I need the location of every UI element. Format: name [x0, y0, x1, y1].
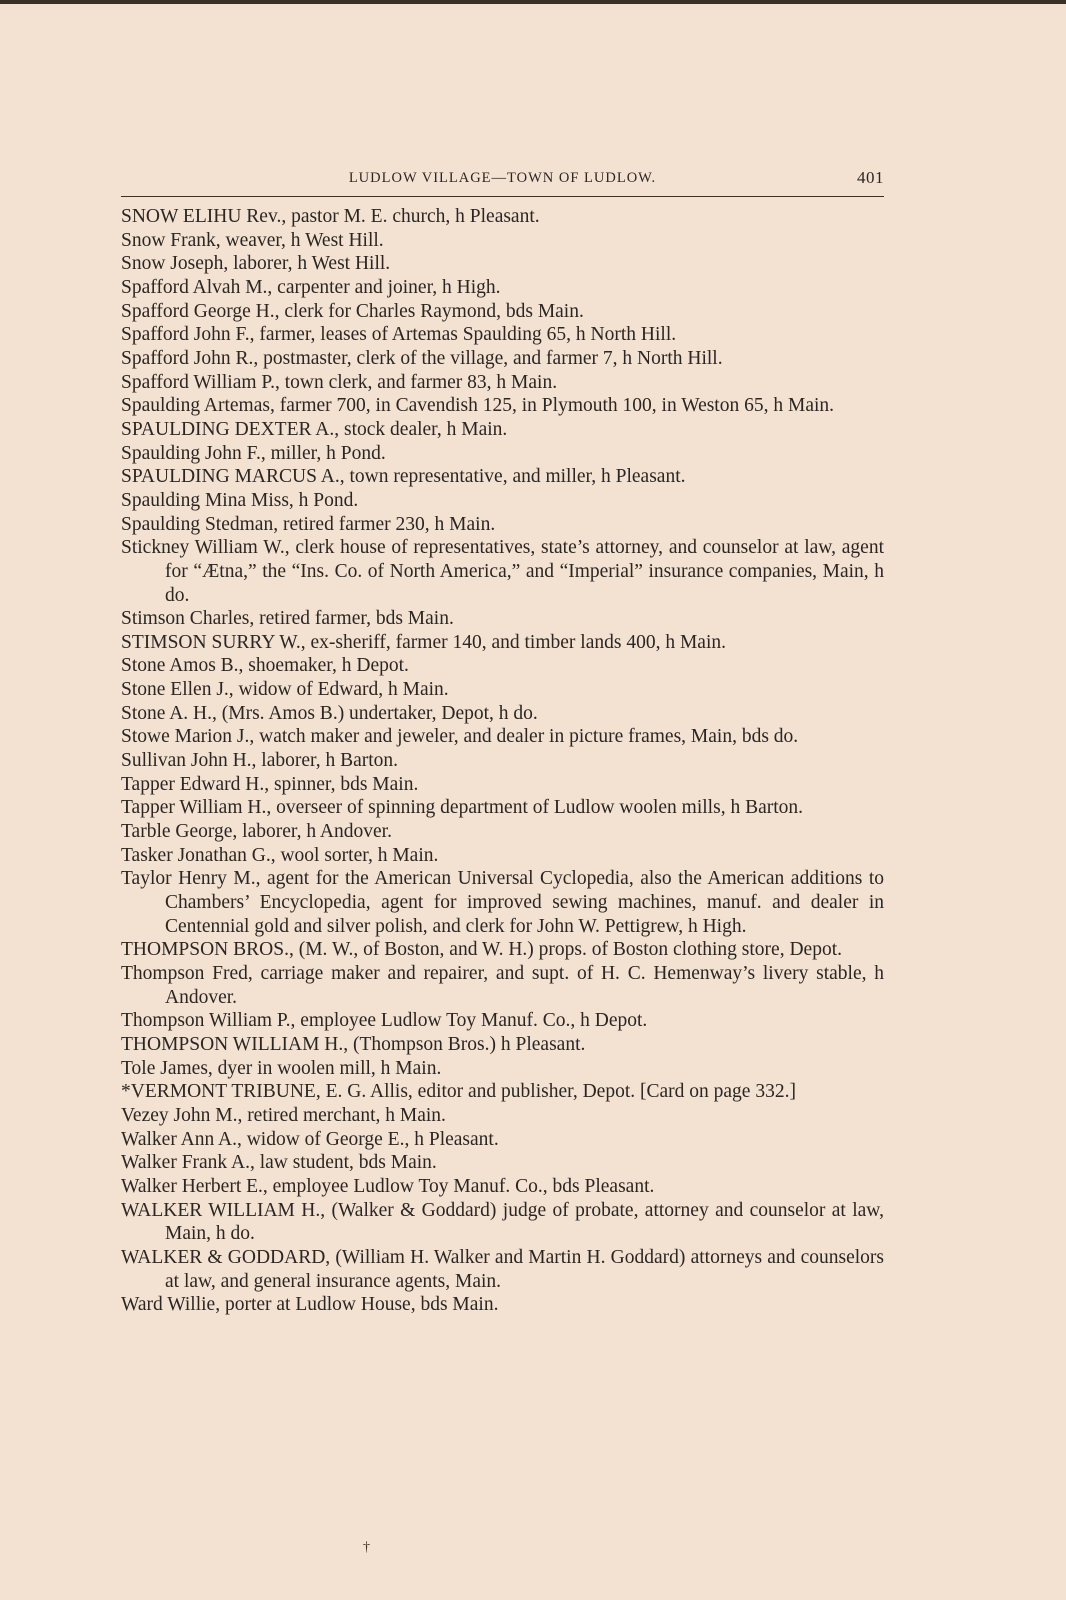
directory-entry: Spafford John F., farmer, leases of Artemas Spaulding 65, h North Hill. — [121, 324, 677, 346]
directory-entry: SNOW ELIHU Rev., pastor M. E. church, h Pleasant. — [121, 206, 540, 227]
directory-entry: THOMPSON WILLIAM H., (Thompson Bros.) h Pleasant. — [121, 1033, 586, 1055]
directory-entry: Tapper William H., overseer of spinning department of Ludlow woolen mills, h Barton. — [121, 797, 804, 819]
directory-entry: Spafford Alvah M., carpenter and joiner, h High. — [121, 276, 501, 298]
directory-entry: WALKER WILLIAM H., (Walker & Goddard) judge of probate, attorney and counselor at law, Main, h do. — [121, 1199, 884, 1245]
directory-entry: Stimson Charles, retired farmer, bds Main. — [121, 608, 454, 630]
directory-entry: THOMPSON BROS., (M. W., of Boston, and W. H.) props. of Boston clothing store, Depot. — [121, 939, 842, 961]
directory-entry: Snow Joseph, laborer, h West Hill. — [121, 253, 391, 275]
directory-entry: Taylor Henry M., agent for the American Universal Cyclopedia, also the American additions to Chambers’ Encyclopedia, agent for improved sewing machines, manuf. and dealer in Centennial gold and silver polish, and clerk for John W. Pettigrew, h High. — [121, 868, 884, 937]
directory-entry: Stickney William W., clerk house of representatives, state’s attorney, and counselor at law, agent for “Ætna,” the “Ins. Co. of North America,” and “Imperial” insurance companies, Main, h do. — [121, 537, 884, 606]
directory-entry: Stone A. H., (Mrs. Amos B.) undertaker, Depot, h do. — [121, 702, 538, 724]
header-rule — [121, 196, 884, 197]
directory-entry: Stone Ellen J., widow of Edward, h Main. — [121, 679, 449, 701]
directory-entry: Spafford George H., clerk for Charles Raymond, bds Main. — [121, 300, 584, 322]
directory-entry: WALKER & GODDARD, (William H. Walker and Martin H. Goddard) attorneys and counselors at law, and general insurance agents, Main. — [121, 1246, 884, 1292]
directory-entry: Spafford John R., postmaster, clerk of the village, and farmer 7, h North Hill. — [121, 347, 723, 369]
directory-entry: Walker Herbert E., employee Ludlow Toy Manuf. Co., bds Pleasant. — [121, 1175, 655, 1197]
directory-entry: Tasker Jonathan G., wool sorter, h Main. — [121, 844, 439, 866]
directory-entry: STIMSON SURRY W., ex-sheriff, farmer 140, and timber lands 400, h Main. — [121, 631, 726, 653]
directory-entry: Spaulding Artemas, farmer 700, in Cavendish 125, in Plymouth 100, in Weston 65, h Main. — [121, 395, 835, 417]
directory-entry: Spafford William P., town clerk, and farmer 83, h Main. — [121, 371, 558, 393]
directory-entry: Walker Frank A., law student, bds Main. — [121, 1152, 437, 1174]
directory-entry: Vezey John M., retired merchant, h Main. — [121, 1104, 446, 1126]
directory-entry: Thompson Fred, carriage maker and repairer, and supt. of H. C. Hemenway’s livery stable, h Andover. — [121, 963, 884, 1008]
page-number: 401 — [857, 168, 884, 187]
page-header — [121, 167, 884, 195]
directory-entry: Thompson William P., employee Ludlow Toy Manuf. Co., h Depot. — [121, 1010, 648, 1032]
directory-entry: Ward Willie, porter at Ludlow House, bds Main. — [121, 1294, 499, 1316]
directory-entry: Snow Frank, weaver, h West Hill. — [121, 229, 384, 251]
directory-entry: Tapper Edward H., spinner, bds Main. — [121, 773, 419, 795]
directory-entry: Spaulding John F., miller, h Pond. — [121, 442, 386, 464]
running-title: LUDLOW VILLAGE—TOWN OF LUDLOW. — [348, 170, 657, 186]
directory-entry: Stowe Marion J., watch maker and jeweler, and dealer in picture frames, Main, bds do. — [121, 726, 799, 748]
directory-entry: Spaulding Mina Miss, h Pond. — [121, 489, 359, 511]
directory-entry: Tole James, dyer in woolen mill, h Main. — [121, 1057, 442, 1079]
directory-entry: Spaulding Stedman, retired farmer 230, h Main. — [121, 513, 496, 535]
directory-entry: Walker Ann A., widow of George E., h Pleasant. — [121, 1128, 499, 1150]
directory-entry: *VERMONT TRIBUNE, E. G. Allis, editor and publisher, Depot. [Card on page 332.] — [121, 1081, 796, 1103]
directory-entry: SPAULDING MARCUS A., town representative, and miller, h Pleasant. — [121, 466, 686, 488]
directory-entry: Sullivan John H., laborer, h Barton. — [121, 750, 399, 772]
directory-entry: Tarble George, laborer, h Andover. — [121, 821, 392, 843]
directory-entry: SPAULDING DEXTER A., stock dealer, h Main. — [121, 418, 508, 440]
directory-entries — [121, 205, 884, 1317]
footer-mark: † — [363, 1540, 370, 1555]
directory-entry: Stone Amos B., shoemaker, h Depot. — [121, 655, 409, 677]
